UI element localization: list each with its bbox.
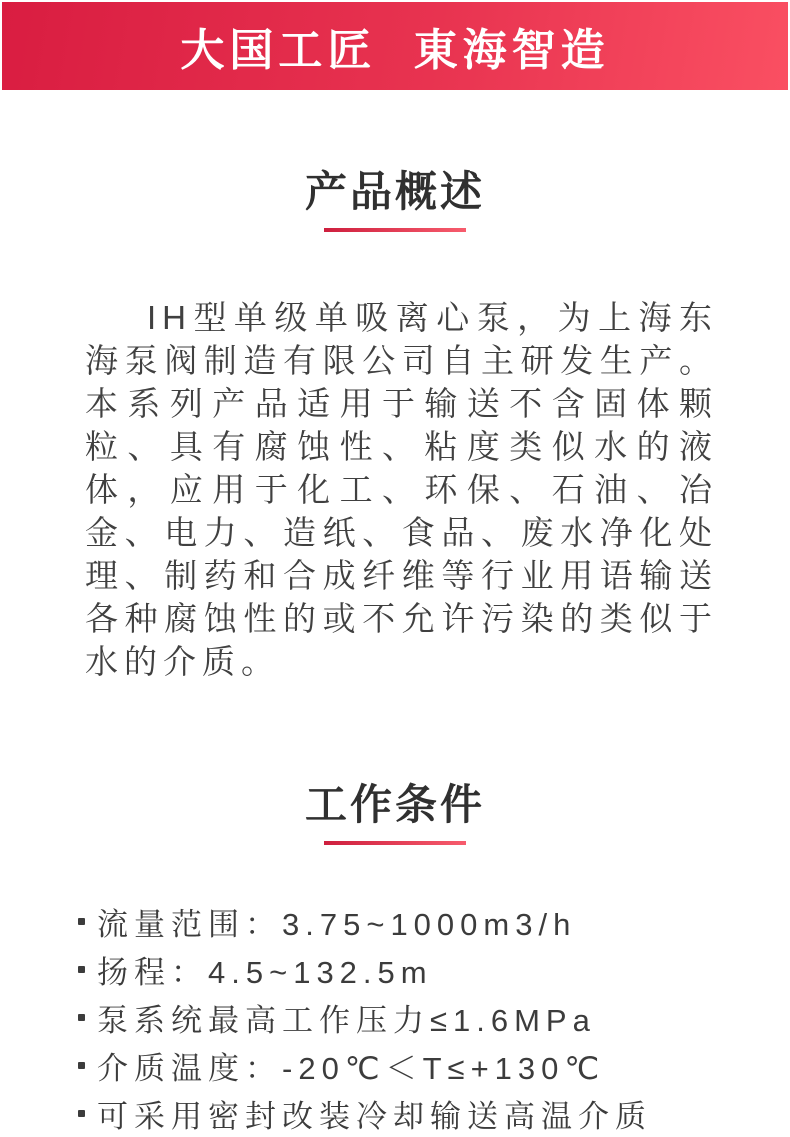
max-pressure-text: 泵系统最高工作压力≤1.6MPa bbox=[97, 1002, 596, 1038]
list-item bbox=[78, 897, 750, 945]
seal-cooling-text: 可采用密封改装冷却输送高温介质 bbox=[97, 1098, 652, 1134]
bullet-dot-icon bbox=[78, 918, 85, 925]
banner-slogan: 大国工匠 東海智造 bbox=[180, 26, 610, 75]
bullet-dot-icon bbox=[78, 966, 85, 973]
working-conditions-title-underline bbox=[324, 841, 466, 845]
head-range-text: 扬程：4.5~132.5m bbox=[97, 954, 433, 990]
list-item bbox=[78, 1089, 750, 1137]
overview-paragraph: IH型单级单吸离心泵，为上海东海泵阀制造有限公司自主研发生产。本系列产品适用于输送不含固体颗粒、具有腐蚀性、粘度类似水的液体，应用于化工、环保、石油、冶金、电力、造纸、食品、废水净化处理、制药和合成纤维等行业用语输送各种腐蚀性的或不允许污染的类似于水的介质。 bbox=[85, 299, 718, 680]
bullet-dot-icon bbox=[78, 1110, 85, 1117]
flow-range-text: 流量范围：3.75~1000m3/h bbox=[97, 906, 577, 942]
bullet-dot-icon bbox=[78, 1062, 85, 1069]
overview-section-title: 产品概述 bbox=[304, 168, 485, 215]
list-item bbox=[78, 945, 750, 993]
medium-temperature-text: 介质温度：-20℃＜T≤+130℃ bbox=[97, 1050, 606, 1086]
overview-title-underline bbox=[324, 228, 466, 232]
working-conditions-list bbox=[78, 897, 750, 1137]
list-item bbox=[78, 1041, 750, 1089]
list-item bbox=[78, 993, 750, 1041]
bullet-dot-icon bbox=[78, 1014, 85, 1021]
working-conditions-section-title: 工作条件 bbox=[304, 781, 485, 828]
top-banner bbox=[2, 2, 788, 90]
